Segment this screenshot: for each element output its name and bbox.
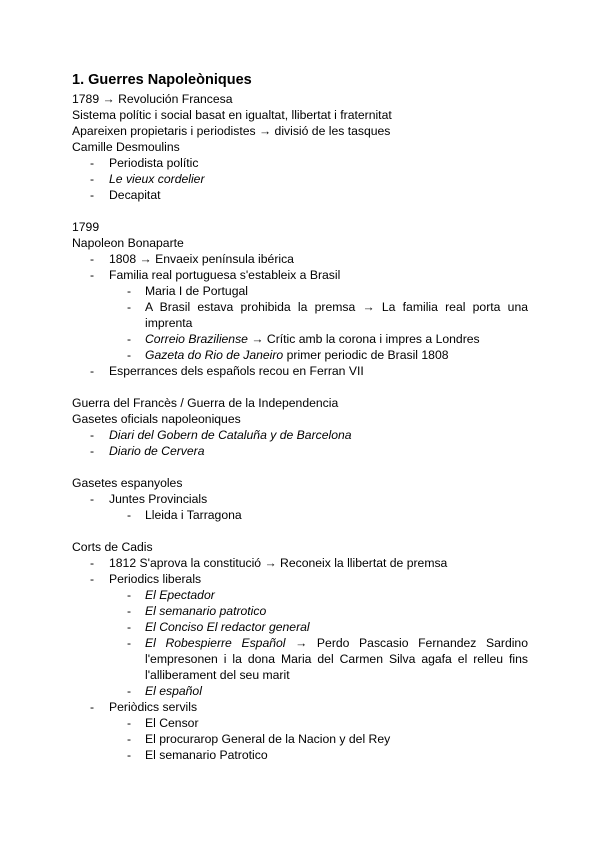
sub-list-item: El semanario Patrotico: [145, 748, 268, 762]
sub-list-item: A Brasil estava prohibida la premsa → La familia real porta una: [145, 300, 528, 314]
bullet-dash: -: [90, 428, 95, 442]
description: → Crític amb la corona i impres a Londres: [247, 332, 480, 346]
text-line: 1799: [72, 220, 100, 234]
sub-list-item: El Censor: [145, 716, 199, 730]
bullet-dash: -: [90, 700, 95, 714]
bullet-dash: -: [127, 716, 132, 730]
text-line: Gasetes oficials napoleoniques: [72, 412, 241, 426]
sub-list-item: El Epectador: [145, 588, 215, 602]
bullet-dash: -: [90, 172, 95, 186]
text-line: Camille Desmoulins: [72, 140, 180, 154]
bullet-dash: -: [90, 556, 95, 570]
bullet-dash: -: [127, 620, 132, 634]
sub-list-item: El procurarор General de la Nacion y del Rey: [145, 732, 391, 746]
sub-list-item-cont: l'empresonen i la dona Maria del Carmen Silva agafa el relleu fins: [145, 652, 528, 666]
list-item: Periodics liberals: [109, 572, 202, 586]
bullet-dash: -: [127, 300, 132, 314]
bullet-dash: -: [127, 748, 132, 762]
bullet-dash: -: [127, 348, 132, 362]
text-line: Napoleon Bonaparte: [72, 236, 184, 250]
text-line: Corts de Cadis: [72, 540, 153, 554]
sub-list-item-cont: imprenta: [145, 316, 193, 330]
sub-list-item: El semanario patrotico: [145, 604, 267, 618]
sub-list-item: [145, 635, 528, 651]
publication-title: Correio Braziliense: [145, 332, 248, 346]
bullet-dash: -: [90, 572, 95, 586]
bullet-dash: -: [90, 188, 95, 202]
list-item: Juntes Provincials: [109, 492, 208, 506]
list-item: Decapitat: [109, 188, 161, 202]
text-line: Sistema polític i social basat en igualtat, llibertat i fraternitat: [72, 108, 392, 122]
list-item: 1808 → Envaeix península ibérica: [109, 252, 294, 266]
sub-list-item: [145, 347, 449, 363]
bullet-dash: -: [127, 588, 132, 602]
publication-title: El Robespierre Español: [145, 636, 286, 650]
sub-list-item-cont: l'alliberament del seu marit: [145, 668, 290, 682]
list-item: Familia real portuguesa s'estableix a Brasil: [109, 268, 341, 282]
section-title: 1. Guerres Napoleòniques: [72, 72, 252, 88]
sub-list-item: El español: [145, 684, 202, 698]
description: → Perdo Pascasio Fernandez Sardino: [285, 636, 528, 650]
bullet-dash: -: [90, 268, 95, 282]
list-item: Le vieux cordelier: [109, 172, 205, 186]
text-line: 1789 → Revolución Francesa: [72, 92, 233, 106]
bullet-dash: -: [127, 508, 132, 522]
sub-list-item: El Conciso El redactor general: [145, 620, 310, 634]
bullet-dash: -: [90, 492, 95, 506]
list-item: Esperrances dels españols recou en Ferran VII: [109, 364, 364, 378]
bullet-dash: -: [127, 636, 132, 650]
list-item: Periodista polític: [109, 156, 199, 170]
bullet-dash: -: [127, 732, 132, 746]
list-item: Diario de Cervera: [109, 444, 205, 458]
bullet-dash: -: [90, 252, 95, 266]
bullet-dash: -: [127, 604, 132, 618]
text-line: Guerra del Francès / Guerra de la Independencia: [72, 396, 339, 410]
description: primer periodic de Brasil 1808: [283, 348, 449, 362]
sub-list-item: Maria I de Portugal: [145, 284, 248, 298]
publication-title: Gazeta do Rio de Janeiro: [145, 348, 284, 362]
text-line: Apareixen propietaris i periodistes → divisió de les tasques: [72, 124, 391, 138]
text-line: Gasetes espanyoles: [72, 476, 183, 490]
bullet-dash: -: [127, 284, 132, 298]
bullet-dash: -: [90, 444, 95, 458]
list-item: 1812 S'aprova la constitució → Reconeix la llibertat de premsa: [109, 556, 448, 570]
bullet-dash: -: [127, 332, 132, 346]
bullet-dash: -: [127, 684, 132, 698]
bullet-dash: -: [90, 156, 95, 170]
sub-list-item: Lleida i Tarragona: [145, 508, 242, 522]
sub-list-item: [145, 331, 480, 347]
bullet-dash: -: [90, 364, 95, 378]
list-item: Diari del Gobern de Cataluña y de Barcelona: [109, 428, 352, 442]
list-item: Periòdics servils: [109, 700, 198, 714]
